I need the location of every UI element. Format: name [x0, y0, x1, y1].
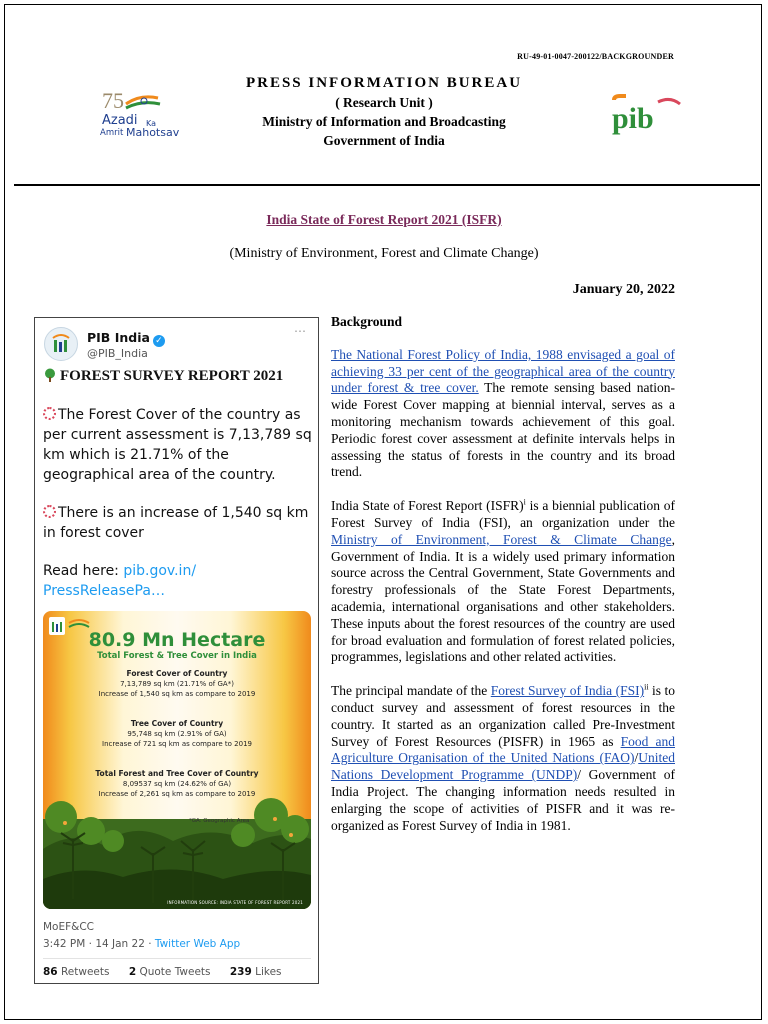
- bureau-name: PRESS INFORMATION BUREAU: [245, 75, 523, 91]
- document-date: January 20, 2022: [572, 282, 675, 297]
- tweet-media-poster[interactable]: [43, 611, 311, 909]
- svg-text:pib: pib: [612, 102, 654, 135]
- pib-avatar-icon: [45, 328, 77, 360]
- poster-footnote: *GA: Geographic Area: [189, 818, 250, 824]
- ministry-name: Ministry of Information and Broadcasting: [262, 114, 506, 129]
- verified-badge-icon: ✓: [153, 335, 165, 347]
- press-release-link[interactable]: pib.gov.in/ PressReleasePa…: [43, 563, 197, 599]
- poster-stat-total-cover: Total Forest and Tree Cover of Country 8,09537 sq km (24.62% of GA) Increase of 2,261 sq km as compare to 2019: [95, 769, 259, 798]
- footnote-i[interactable]: i: [523, 497, 526, 507]
- tweet-heading: FOREST SURVEY REPORT 2021: [43, 368, 283, 385]
- background-para-3: The principal mandate of the Forest Survey of India (FSI)$^{ii}$ is to conduct survey and assessment of forest resources in the country. It started as an organization called Pre-Investment Survey of Forest Resources (PISFR) in 1965 as Food and Agriculture Organisation of the United Nations (FAO)/United Nations Development Programme (UNDP)/ Government of India Project. The changing information needs resulted in enlarging the scope of activities of PISFR and it was re-organized as Forest Survey of India in 1981.: [331, 682, 675, 833]
- likes-stat[interactable]: 239 Likes: [229, 966, 282, 978]
- background-para-1: The National Forest Policy of India, 1988 envisaged a goal of achieving 33 per cent of the geographical area of the country under forest & tree cover. The remote sensing based nation-wide Forest Cover mapping at biennial interval, serves as a monitoring mechanism towards achievement of this goal. Periodic forest cover assessment at definite intervals helps in assessing the status of forests in the country and its broad trend.: [331, 346, 675, 480]
- more-options-icon[interactable]: ⋯: [294, 324, 306, 338]
- pib-logo: [606, 92, 684, 136]
- header-rule: [14, 184, 760, 186]
- government-name: Government of India: [323, 133, 445, 148]
- svg-text:Mahotsav: Mahotsav: [126, 126, 180, 138]
- footnote-ii[interactable]: ii: [644, 682, 649, 692]
- document-title: India State of Forest Report 2021 (ISFR): [266, 212, 502, 227]
- pib-avatar[interactable]: [44, 327, 78, 361]
- background-heading: Background: [331, 314, 403, 329]
- tweet-author-name[interactable]: PIB India ✓: [87, 330, 165, 347]
- poster-headline: 80.9 Mn Hectare: [88, 629, 266, 651]
- tweet-author-handle[interactable]: @PIB_India: [87, 347, 148, 360]
- reference-code: RU-49-01-0047-200122/BACKGROUNDER: [517, 52, 674, 61]
- svg-text:Amrit: Amrit: [100, 128, 124, 138]
- poster-stat-forest-cover: Forest Cover of Country 7,13,789 sq km (21.71% of GA*) Increase of 1,540 sq km as compare to 2019: [98, 669, 256, 698]
- svg-text:Ka: Ka: [146, 119, 157, 128]
- retweets-stat[interactable]: 86 Retweets: [43, 966, 110, 978]
- tweet-divider: [43, 958, 311, 959]
- background-section: [331, 314, 675, 851]
- tweet-media-credit: MoEF&CC: [43, 921, 95, 933]
- tweet-para-1: The Forest Cover of the country as per current assessment is 7,13,789 sq km which is 21.71% of the geographical area of the country.: [43, 407, 312, 483]
- undp-link[interactable]: United Nations Development Programme (UNDP): [331, 750, 675, 783]
- poster-subheadline: Total Forest & Tree Cover in India: [97, 651, 257, 661]
- fsi-link[interactable]: Forest Survey of India (FSI): [490, 683, 645, 699]
- forest-illustration: [43, 779, 311, 909]
- quote-tweets-stat[interactable]: 2 Quote Tweets: [128, 966, 211, 978]
- flower-emoji-icon: [43, 505, 56, 518]
- flower-emoji-icon: [43, 407, 56, 420]
- svg-text:Azadi: Azadi: [102, 113, 138, 128]
- unit-name: ( Research Unit ): [335, 95, 433, 110]
- tweet-client-link[interactable]: Twitter Web App: [154, 938, 241, 950]
- fao-link[interactable]: Food and Agriculture Organisation of the United Nations (FAO): [331, 733, 675, 766]
- poster-source: INFORMATION SOURCE: INDIA STATE OF FOREST REPORT 2021: [167, 900, 303, 905]
- tweet-para-2: There is an increase of 1,540 sq km in forest cover: [43, 505, 309, 541]
- svg-text:75: 75: [102, 88, 124, 113]
- ministry-subtitle: (Ministry of Environment, Forest and Climate Change): [229, 246, 539, 261]
- tweet-body: [43, 405, 315, 619]
- tweet-engagement-stats: [43, 966, 298, 978]
- tweet-read-here: Read here: pib.gov.in/ PressReleasePa…: [43, 563, 197, 599]
- tree-emoji-icon: [43, 368, 57, 382]
- background-para-2: India State of Forest Report (ISFR)$^i$ is a biennial publication of Forest Survey of India (FSI), an organization under the Ministry of Environment, Forest & Climate Change, Government of India. It is a widely used primary information source across the Central Government, State Governments and forestry professionals of the State Forest Departments, academia, international organisations and other stakeholders. These inputs about the forest resources of the country are used for broad evaluation and formulation of forest related policies, programmes, legislations and other related activities.: [331, 497, 675, 665]
- poster-stat-tree-cover: Tree Cover of Country 95,748 sq km (2.91% of GA) Increase of 721 sq km as compare to 2019: [102, 719, 252, 748]
- tweet-card[interactable]: [34, 317, 319, 984]
- forest-policy-link[interactable]: The National Forest Policy of India, 1988 envisaged a goal of achieving 33 per cent of the geographical area of the country under forest & tree cover.: [331, 346, 675, 396]
- moefcc-link[interactable]: Ministry of Environment, Forest & Climate Change: [331, 531, 672, 547]
- tweet-timestamp[interactable]: 3:42 PM · 14 Jan 22 · Twitter Web App: [43, 938, 241, 950]
